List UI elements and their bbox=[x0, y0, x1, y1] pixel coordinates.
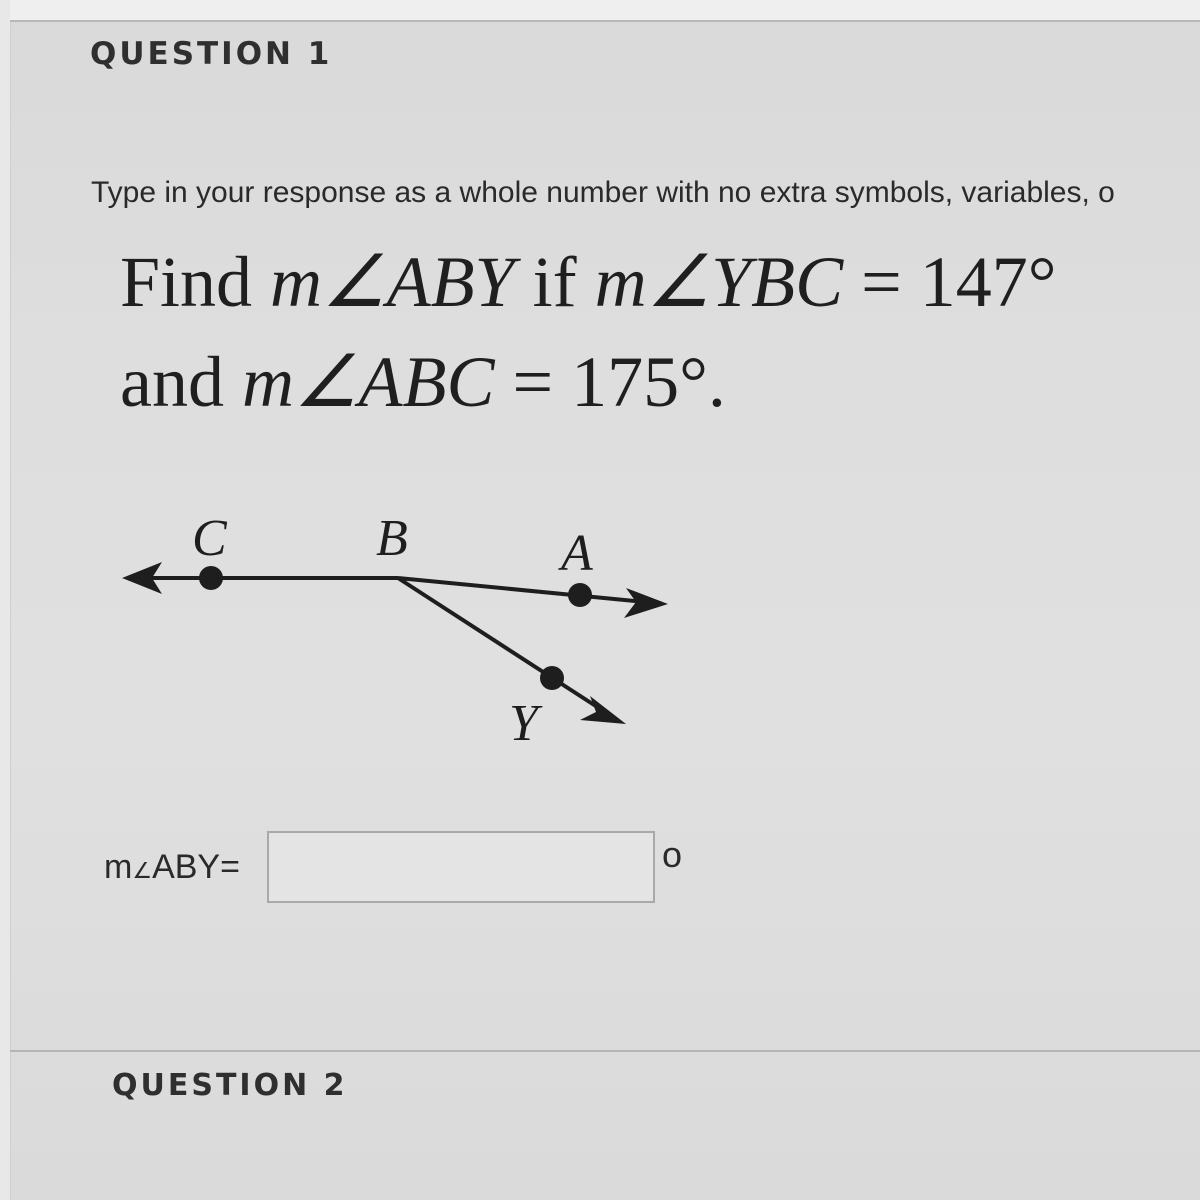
given-value-2: = 175°. bbox=[512, 342, 726, 422]
problem-line-2 bbox=[120, 332, 1057, 432]
label-y: Y bbox=[509, 695, 538, 752]
answer-label-m: m bbox=[104, 848, 133, 886]
label-c: C bbox=[192, 510, 227, 567]
ray-ba bbox=[398, 578, 645, 602]
label-b: B bbox=[376, 510, 408, 567]
question-2-title: QUESTION 2 bbox=[112, 1068, 348, 1103]
given-value-1: = 147° bbox=[861, 242, 1057, 322]
left-edge bbox=[0, 0, 11, 1200]
point-c bbox=[199, 566, 223, 590]
header-band bbox=[10, 0, 1200, 22]
find-word: Find bbox=[120, 242, 253, 322]
problem-line-1 bbox=[120, 232, 1057, 332]
given-angle-1: m∠YBC bbox=[594, 242, 844, 322]
question-divider bbox=[10, 1050, 1200, 1052]
arrowhead-right-a bbox=[624, 588, 668, 618]
degree-unit: o bbox=[662, 834, 683, 875]
answer-input[interactable] bbox=[267, 831, 655, 903]
answer-label-rest: ABY= bbox=[152, 848, 240, 886]
question-1-instructions: Type in your response as a whole number with no extra symbols, variables, o bbox=[91, 176, 1115, 209]
problem-statement bbox=[120, 232, 1057, 432]
answer-label bbox=[104, 848, 240, 887]
label-a: A bbox=[561, 525, 593, 582]
target-angle: m∠ABY bbox=[270, 242, 515, 322]
given-angle-2: m∠ABC bbox=[241, 342, 495, 422]
if-word: if bbox=[532, 242, 577, 322]
angle-symbol-icon: ∠ bbox=[132, 858, 153, 883]
and-word: and bbox=[120, 342, 224, 422]
question-1-title: QUESTION 1 bbox=[90, 36, 333, 72]
point-a bbox=[568, 583, 592, 607]
point-y bbox=[540, 666, 564, 690]
angle-diagram bbox=[100, 500, 700, 760]
